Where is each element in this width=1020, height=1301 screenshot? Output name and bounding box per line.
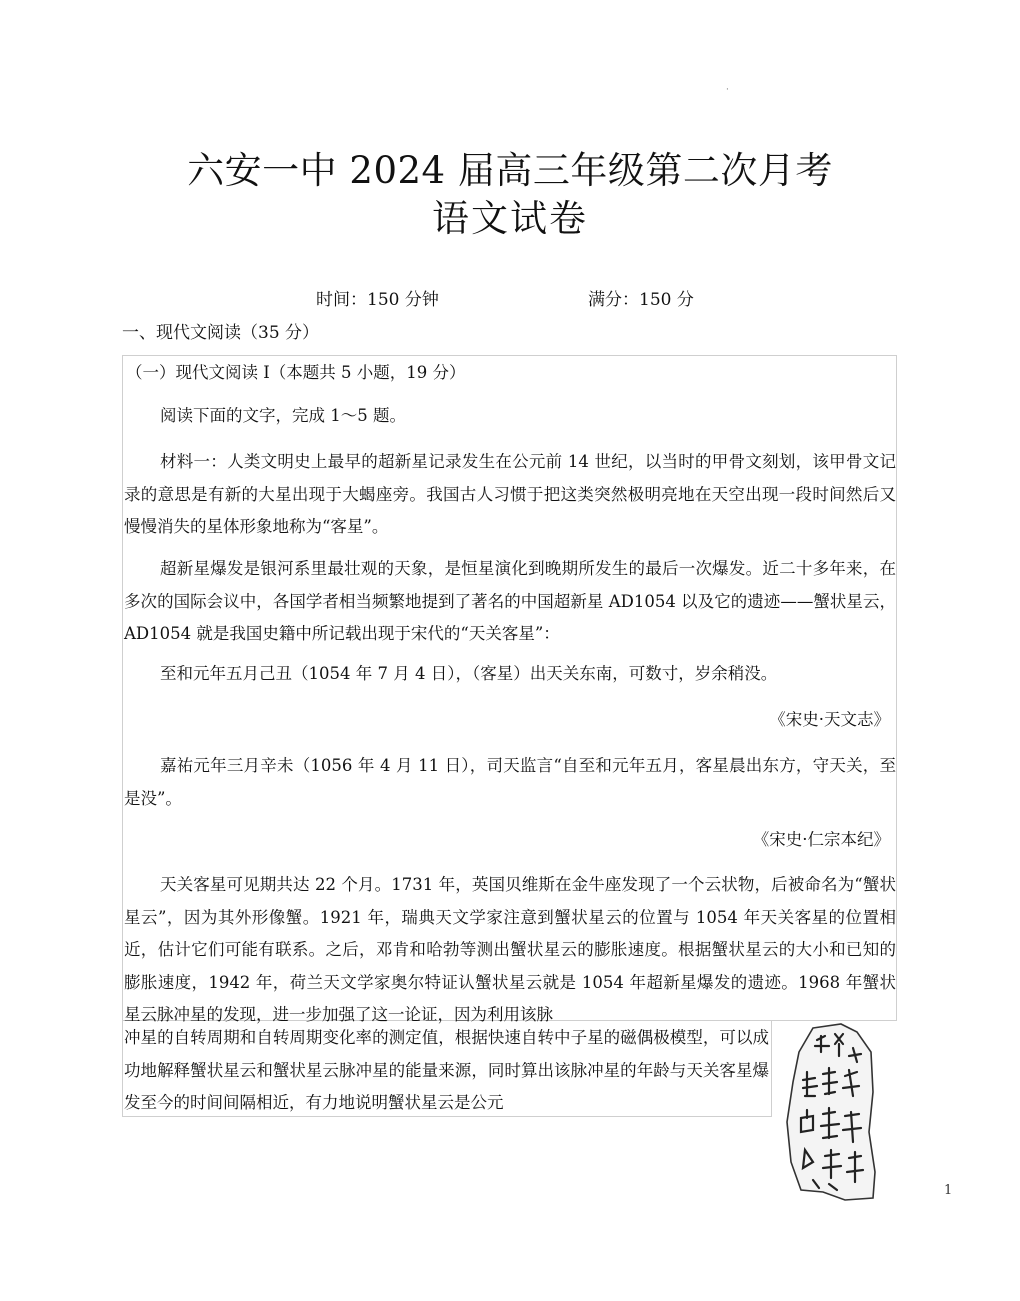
exam-subtitle: 语文试卷 [432,197,588,240]
passage-paragraph-5: 冲星的自转周期和自转周期变化率的测定值，根据快速自转中子星的磁偶极模型，可以成功地解释蟹状星云和蟹状星云脉冲星的能量来源，同时算出该脉冲星的年龄与天关客星爆发至今的时间间隔相近，有力地说明蟹状星云是公元 [124,1028,769,1112]
subsection-heading: （一）现代文阅读 I（本题共 5 小题，19 分） [126,363,466,382]
oracle-bone-icon [783,1022,877,1202]
citation-2: 《宋史·仁宗本纪》 [752,830,890,849]
passage-paragraph-2: 超新星爆发是银河系里最壮观的天象，是恒星演化到晚期所发生的最后一次爆发。近二十多年来，在多次的国际会议中，各国学者相当频繁地提到了著名的中国超新星 AD1054 以及它的遗迹——蟹状星云，AD1054 就是我国史籍中所记载出现于宋代的“天关客星”： [124,559,896,643]
passage-frame-inner-edge [771,1021,772,1116]
page-number: 1 [944,1183,953,1198]
exam-full-score: 满分：150 分 [588,290,694,310]
passage-paragraph-4: 天关客星可见期共达 22 个月。1731 年，英国贝维斯在金牛座发现了一个云状物，后被命名为“蟹状星云”，因为其外形像蟹。1921 年，瑞典天文学家注意到蟹状星云的位置与 1054 年天关客星的位置相近，估计它们可能有联系。之后，邓肯和哈勃等测出蟹状星云的膨胀速度。根据蟹状星云的大小和已知的膨胀速度，1942 年，荷兰天文学家奥尔特证认蟹状星云就是 1054 年超新星爆发的遗迹。1968 年蟹状星云脉冲星的发现，进一步加强了这一论证，因为利用该脉 [124,875,896,1024]
passage-paragraph-3: 嘉祐元年三月辛未（1056 年 4 月 11 日），司天监言“自至和元年五月，客星晨出东方，守天关，至是没”。 [124,756,896,808]
scan-dot: · [726,85,729,95]
citation-1: 《宋史·天文志》 [769,710,890,729]
exam-title: 六安一中 2024 届高三年级第二次月考 [187,149,833,192]
historical-quote-1: 至和元年五月己丑（1054 年 7 月 4 日），（客星）出天关东南，可数寸，岁余稍没。 [160,664,778,683]
passage-paragraph-1: 材料一：人类文明史上最早的超新星记录发生在公元前 14 世纪，以当时的甲骨文刻划，该甲骨文记录的意思是有新的大星出现于大蝎座旁。我国古人习惯于把这类突然极明亮地在天空出现一段时间然后又慢慢消失的星体形象地称为“客星”。 [124,452,896,536]
section-heading: 一、现代文阅读（35 分） [122,323,320,343]
passage-frame-left-edge [122,1021,123,1116]
oracle-bone-rubbing-image [783,1022,877,1202]
reading-instruction: 阅读下面的文字，完成 1～5 题。 [160,406,406,425]
exam-time: 时间：150 分钟 [316,290,439,310]
